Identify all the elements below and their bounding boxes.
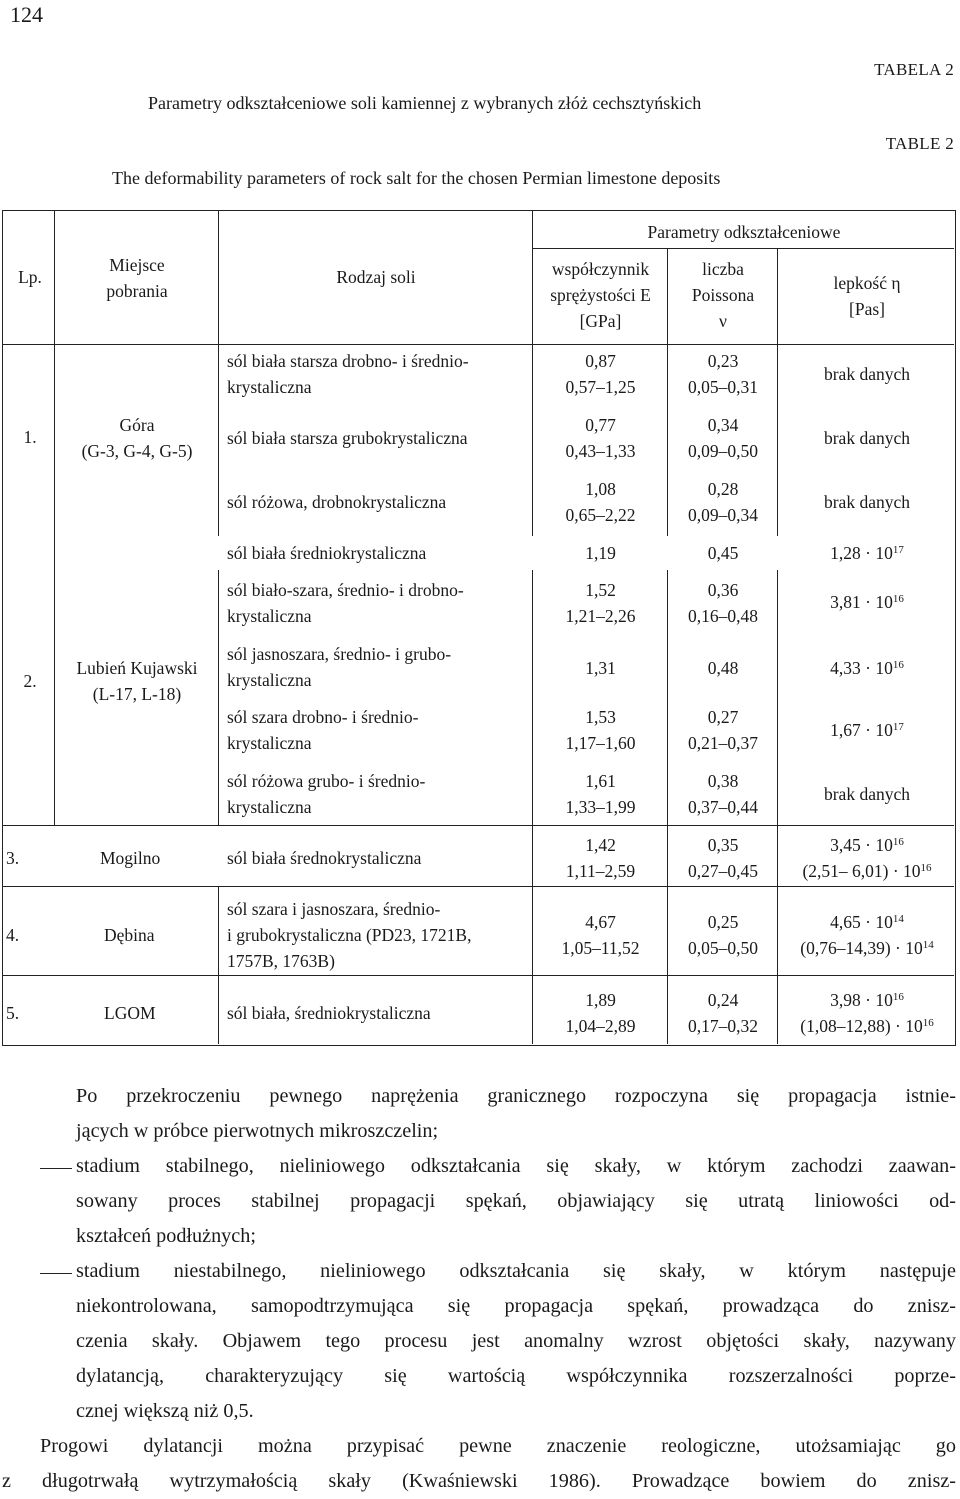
bullet-item: cznej większą niż 0,5. (76, 1400, 254, 1422)
poisson-cell: 0,35 0,27–0,45 (688, 835, 758, 881)
group-place: LGOM (104, 1003, 156, 1023)
poisson-cell: 0,38 0,37–0,44 (688, 771, 758, 817)
bullet-item: dylatancją, charakteryzujący się wartością współczynnika rozszerzalności poprze- (76, 1365, 956, 1387)
salt-type-cell: sól szara i jasnoszara, średnio- i grubokrystaliczna (PD23, 1721B, 1757B, 1763B) (227, 899, 472, 971)
caption-pl: Parametry odkształceniowe soli kamiennej z wybranych złóż cechsztyńskich (148, 93, 702, 113)
viscosity-cell: $4,65 \cdot 10^{14}$ $(0,76-14,39) \cdot 10^{14}$ (800, 912, 934, 958)
bullet-dash (40, 1168, 72, 1169)
viscosity-cell: $4,33 \cdot 10^{16}$ (830, 658, 904, 678)
header-nu: liczba Poissona ν (691, 259, 755, 331)
column-divider (667, 570, 668, 1044)
column-divider (54, 210, 55, 825)
group-place: Góra (G-3, G-4, G-5) (81, 415, 193, 461)
paragraph: jących w próbce pierwotnych mikroszczelin; (76, 1120, 439, 1142)
bullet-item: czenia skały. Objawem tego procesu jest anomalny wzrost objętości skały, nazywany (76, 1330, 956, 1352)
column-divider (218, 210, 219, 536)
salt-type-cell: sól biała starsza grubokrystaliczna (227, 428, 468, 448)
header-lp: Lp. (18, 267, 42, 287)
header-place: Miejsce pobrania (106, 255, 168, 301)
salt-type-cell: sól szara drobno- i średnio- krystaliczna (227, 707, 419, 753)
column-divider (667, 248, 668, 536)
poisson-cell: 0,48 (707, 658, 739, 678)
salt-type-cell: sól różowa, drobnokrystaliczna (227, 492, 447, 512)
column-divider (777, 570, 778, 1044)
column-divider (532, 210, 533, 536)
modulus-cell: 1,53 1,17–1,60 (565, 707, 636, 753)
paragraph: z długotrwałą wytrzymałością skały (Kwaśniewski 1986). Prowadzące bowiem do znisz- (2, 1470, 956, 1492)
viscosity-cell: brak danych (823, 784, 910, 804)
table-label-en: TABLE 2 (885, 134, 954, 153)
column-divider (777, 248, 778, 536)
bullet-item: kształceń podłużnych; (76, 1225, 256, 1247)
viscosity-cell: brak danych (823, 492, 910, 512)
header-e: współczynnik sprężystości E [GPa] (550, 259, 651, 331)
poisson-cell: 0,36 0,16–0,48 (688, 580, 758, 626)
salt-type-cell: sól różowa grubo- i średnio- krystaliczna (227, 771, 426, 817)
poisson-cell: 0,24 0,17–0,32 (688, 990, 758, 1036)
group-rule (2, 825, 954, 826)
salt-type-cell: sól biało-szara, średnio- i drobno- krystaliczna (227, 580, 464, 626)
poisson-cell: 0,25 0,05–0,50 (688, 912, 758, 958)
group-lp: 4. (6, 925, 20, 945)
modulus-cell: 1,52 1,21–2,26 (565, 580, 636, 626)
group-lp: 1. (23, 427, 37, 447)
caption-en: The deformability parameters of rock salt for the chosen Permian limestone deposits (112, 168, 721, 188)
group-lp: 3. (6, 848, 20, 868)
modulus-cell: 1,89 1,04–2,89 (565, 990, 636, 1036)
group-rule (2, 975, 954, 976)
bullet-item: sowany proces stabilnej propagacji spękań, objawiający się utratą liniowości od- (76, 1190, 956, 1212)
viscosity-cell: brak danych (823, 364, 910, 384)
poisson-cell: 0,23 0,05–0,31 (688, 351, 758, 397)
viscosity-cell: $3,45 \cdot 10^{16}$ (2,51– $6,01) \cdot 10^{16}$ (802, 835, 932, 881)
modulus-cell: 1,61 1,33–1,99 (565, 771, 636, 817)
salt-type-cell: sól biała średniokrystaliczna (227, 543, 427, 563)
table-label-pl: TABELA 2 (874, 60, 954, 79)
group-place: Dębina (104, 925, 155, 945)
bullet-item: stadium niestabilnego, nieliniowego odkształcania się skały, w którym następuje (76, 1260, 956, 1282)
bullet-dash (40, 1273, 72, 1274)
poisson-cell: 0,28 0,09–0,34 (688, 479, 758, 525)
modulus-cell: 1,08 0,65–2,22 (565, 479, 636, 525)
page-number: 124 (10, 2, 43, 27)
column-divider (218, 570, 219, 826)
bullet-item: niekontrolowana, samopodtrzymująca się propagacja spękań, prowadząca do znisz- (76, 1295, 956, 1317)
viscosity-cell: brak danych (823, 428, 910, 448)
modulus-cell: 1,42 1,11–2,59 (565, 835, 636, 881)
modulus-cell: 4,67 1,05–11,52 (561, 912, 640, 958)
header-rule (2, 344, 954, 345)
group-place: Mogilno (100, 848, 161, 868)
modulus-cell: 1,19 (585, 543, 616, 563)
viscosity-cell: $1,28 \cdot 10^{17}$ (830, 543, 904, 563)
column-divider (218, 886, 219, 1044)
modulus-cell: 0,77 0,43–1,33 (565, 415, 636, 461)
viscosity-cell: $3,81 \cdot 10^{16}$ (830, 592, 904, 612)
salt-type-cell: sól biała starsza drobno- i średnio- krystaliczna (227, 351, 469, 397)
modulus-cell: 0,87 0,57–1,25 (565, 351, 636, 397)
group-place: Lubień Kujawski (L-17, L-18) (76, 658, 198, 704)
viscosity-cell: $3,98 \cdot 10^{16}$ $(1,08-12,88) \cdot 10^{16}$ (800, 990, 934, 1036)
column-divider (532, 570, 533, 1044)
poisson-cell: 0,45 (707, 543, 739, 563)
group-rule (2, 886, 954, 887)
header-group: Parametry odkształceniowe (647, 222, 841, 242)
salt-type-cell: sól jasnoszara, średnio- i grubo- krystaliczna (227, 644, 452, 690)
poisson-cell: 0,34 0,09–0,50 (688, 415, 758, 461)
paragraph: Progowi dylatancji można przypisać pewne znaczenie reologiczne, utożsamiając go (40, 1435, 956, 1457)
modulus-cell: 1,31 (585, 658, 616, 678)
salt-type-cell: sól biała średnokrystaliczna (227, 848, 422, 868)
group-lp: 5. (6, 1003, 20, 1023)
header-eta: lepkość η [Pas] (833, 273, 901, 319)
salt-type-cell: sól biała, średniokrystaliczna (227, 1003, 431, 1023)
poisson-cell: 0,27 0,21–0,37 (688, 707, 758, 753)
bullet-item: stadium stabilnego, nieliniowego odkształcania się skały, w którym zachodzi zaawan- (76, 1155, 956, 1177)
paragraph: Po przekroczeniu pewnego naprężenia granicznego rozpoczyna się propagacja istnie- (76, 1085, 956, 1107)
group-lp: 2. (23, 671, 37, 691)
viscosity-cell: $1,67 \cdot 10^{17}$ (830, 720, 904, 740)
header-salt-type: Rodzaj soli (336, 267, 416, 287)
header-divider (532, 248, 954, 249)
